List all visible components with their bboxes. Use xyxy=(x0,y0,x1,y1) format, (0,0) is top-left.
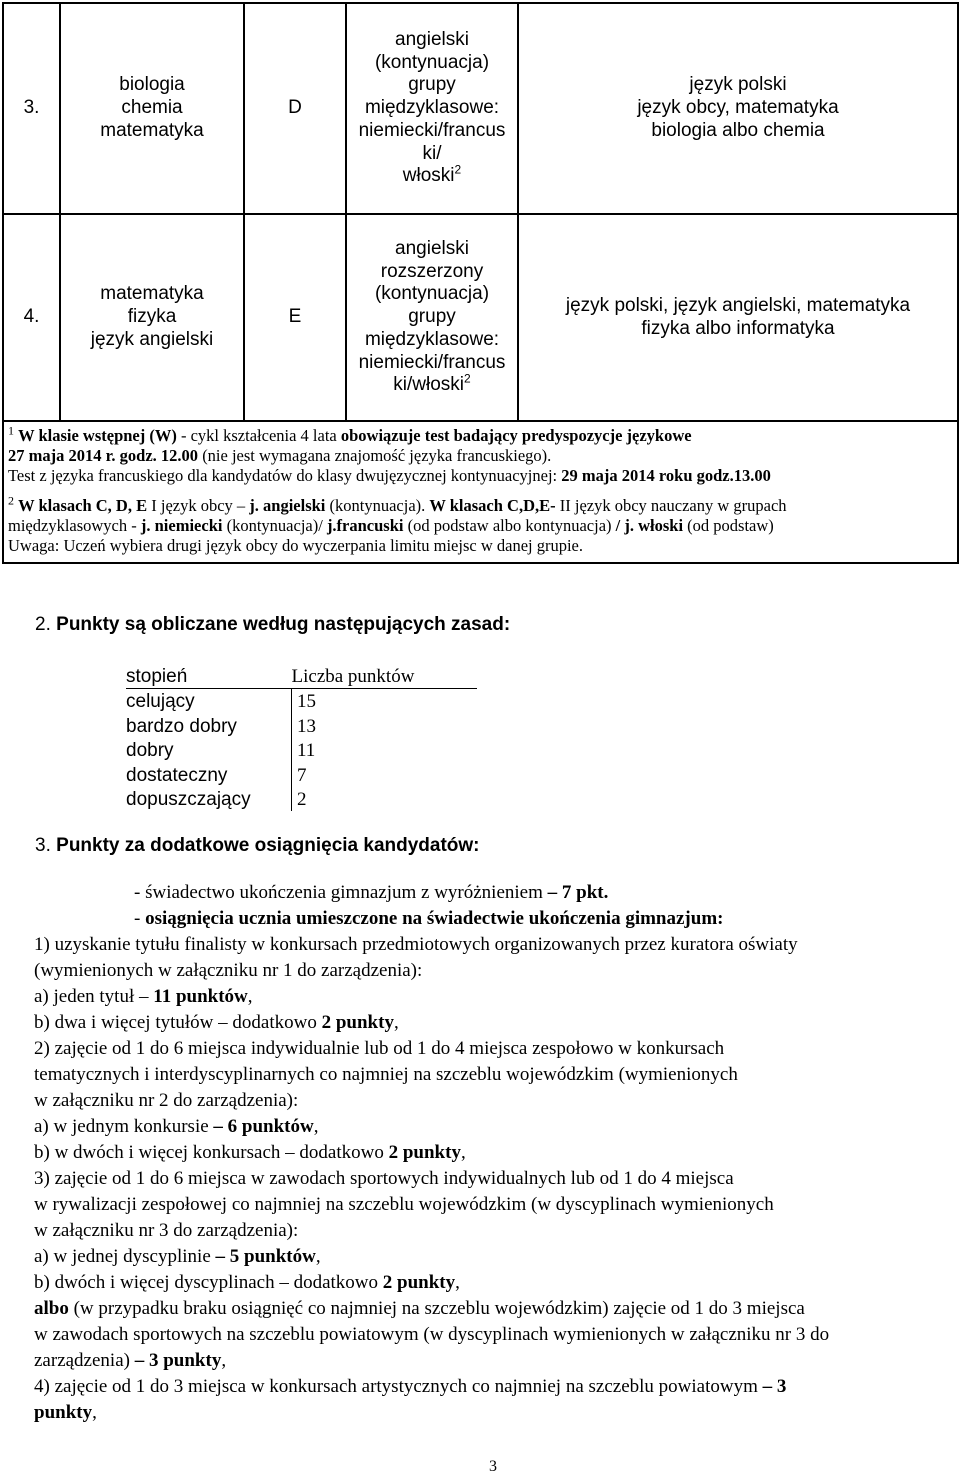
subject: biologia xyxy=(119,74,185,96)
grade-points-table xyxy=(126,663,477,811)
language-line: angielski xyxy=(395,28,469,50)
text-line: (wymienionych w załączniku nr 1 do zarządzenia): xyxy=(34,960,423,981)
language-line: grupy xyxy=(408,74,456,96)
text-line: 1) uzyskanie tytułu finalisty w konkursach przedmiotowych organizowanych przez kuratora oświaty xyxy=(34,934,798,955)
column-header: stopień xyxy=(126,663,292,688)
language-line: włoski$^2$ xyxy=(402,163,462,187)
text-line: 2) zajęcie od 1 do 6 miejsca indywidualnie lub od 1 do 4 miejsca zespołowo w konkursach xyxy=(34,1038,725,1059)
text-line: albo (w przypadku braku osiągnięć co najmniej na szczeblu wojewódzkim) zajęcie od 1 do 3 miejsca xyxy=(34,1298,805,1319)
exam-subjects-cell xyxy=(518,214,958,421)
exam-subject: fizyka albo informatyka xyxy=(641,317,835,339)
section-2-heading: 2. Punkty są obliczane według następujących zasad: xyxy=(35,614,511,635)
text-line: w załączniku nr 2 do zarządzenia): xyxy=(34,1090,299,1111)
class-letter: E xyxy=(244,214,346,421)
row-number: 4. xyxy=(3,214,60,421)
text-line: a) w jednej dyscyplinie – 5 punktów, xyxy=(34,1246,321,1267)
language-line: międzyklasowe: xyxy=(364,328,500,350)
language-line: ki/ xyxy=(422,142,442,164)
table-row: bardzo dobry 13 xyxy=(126,713,477,738)
language-line: (kontynuacja) xyxy=(374,51,490,73)
table-header xyxy=(126,663,477,688)
footnote-ref: 2 xyxy=(454,163,462,178)
language-line: niemiecki/francus xyxy=(358,119,506,141)
table-row: dobry 11 xyxy=(126,738,477,763)
footnote-2-line: $^2$ W klasach C, D, E I język obcy – j. angielski (kontynuacja). W klasach C,D,E- II język obcy nauczany w grupach xyxy=(8,493,787,515)
subject: język angielski xyxy=(90,328,214,350)
class-table xyxy=(2,2,959,422)
text-line: - świadectwo ukończenia gimnazjum z wyróżnieniem – 7 pkt. xyxy=(134,882,609,903)
footnote-ref: 2 xyxy=(464,372,471,387)
column-header: Liczba punktów xyxy=(292,663,478,688)
text-line: b) dwóch i więcej dyscyplinach – dodatkowo 2 punkty, xyxy=(34,1272,460,1293)
text-line: w załączniku nr 3 do zarządzenia): xyxy=(34,1220,299,1241)
footnote-1-line: 27 maja 2014 r. godz. 12.00 (nie jest wymagana znajomość języka francuskiego). xyxy=(8,446,552,465)
table-row: dopuszczający 2 xyxy=(126,787,477,812)
achievements-text xyxy=(34,880,960,1426)
table-row xyxy=(3,214,958,421)
class-letter: D xyxy=(244,3,346,214)
footnote-1-line: Test z języka francuskiego dla kandydatów do klasy dwujęzycznej kontynuacyjnej: 29 maja 2014 roku godz.13.00 xyxy=(8,466,771,485)
language-line: (kontynuacja) xyxy=(374,283,490,305)
languages-cell xyxy=(346,3,518,214)
row-number: 3. xyxy=(3,3,60,214)
exam-subject: język polski, język angielski, matematyka xyxy=(565,294,911,316)
table-row: celujący 15 xyxy=(126,688,477,713)
subjects-cell xyxy=(60,214,244,421)
footnotes-box xyxy=(2,420,959,564)
text-line: w rywalizacji zespołowej co najmniej na szczeblu wojewódzkim (w dyscyplinach wymienionych xyxy=(34,1194,774,1215)
language-line: angielski xyxy=(395,237,469,259)
section-3-heading: 3. Punkty za dodatkowe osiągnięcia kandydatów: xyxy=(35,835,480,856)
table-row: dostateczny 7 xyxy=(126,762,477,787)
text-line: tematycznych i interdyscyplinarnych co najmniej na szczeblu wojewódzkim (wymienionych xyxy=(34,1064,738,1085)
exam-subject: język polski xyxy=(689,74,787,96)
language-line: ki/włoski$^2$ xyxy=(393,372,471,396)
language-line: grupy xyxy=(408,306,456,328)
languages-cell xyxy=(346,214,518,421)
language-line: międzyklasowe: xyxy=(364,97,500,119)
language-line: niemiecki/francus xyxy=(358,351,506,373)
subject: matematyka xyxy=(100,283,204,305)
subject: chemia xyxy=(121,97,183,119)
subject: fizyka xyxy=(127,306,177,328)
exam-subject: biologia albo chemia xyxy=(651,119,825,141)
exam-subjects-cell xyxy=(518,3,958,214)
text-line: - osiągnięcia ucznia umieszczone na świadectwie ukończenia gimnazjum: xyxy=(134,908,724,929)
table-row xyxy=(3,3,958,214)
text-line: punkty, xyxy=(34,1402,97,1423)
text-line: b) w dwóch i więcej konkursach – dodatkowo 2 punkty, xyxy=(34,1142,466,1163)
subjects-cell xyxy=(60,3,244,214)
footnote-number: 2 xyxy=(8,493,14,508)
language-line: rozszerzony xyxy=(380,260,484,282)
text-line: w zawodach sportowych na szczeblu powiatowym (w dyscyplinach wymienionych w załączniku nr 3 do xyxy=(34,1324,830,1345)
footnote-1-line: $^1$ W klasie wstępnej (W) - cykl kształcenia 4 lata obowiązuje test badający predyspozycje językowe xyxy=(8,423,692,445)
text-line: b) dwa i więcej tytułów – dodatkowo 2 punkty, xyxy=(34,1012,399,1033)
footnote-2-line: międzyklasowych - j. niemiecki (kontynuacja)/ j.francuski (od podstaw albo kontynuacja) / j. włoski (od podstaw) xyxy=(8,516,774,535)
page-number: 3 xyxy=(489,1458,497,1475)
footnote-number: 1 xyxy=(8,423,14,438)
footnote-2-line: Uwaga: Uczeń wybiera drugi język obcy do wyczerpania limitu miejsc w danej grupie. xyxy=(8,536,584,555)
text-line: zarządzenia) – 3 punkty, xyxy=(34,1350,227,1371)
text-line: 3) zajęcie od 1 do 6 miejsca w zawodach sportowych indywidualnych lub od 1 do 4 miejsca xyxy=(34,1168,734,1189)
text-line: a) jeden tytuł – 11 punktów, xyxy=(34,986,253,1007)
text-line: 4) zajęcie od 1 do 3 miejsca w konkursach artystycznych co najmniej na szczeblu powiatowym – 3 xyxy=(34,1376,787,1397)
text-line: a) w jednym konkursie – 6 punktów, xyxy=(34,1116,319,1137)
subject: matematyka xyxy=(100,119,204,141)
exam-subject: język obcy, matematyka xyxy=(637,97,839,119)
